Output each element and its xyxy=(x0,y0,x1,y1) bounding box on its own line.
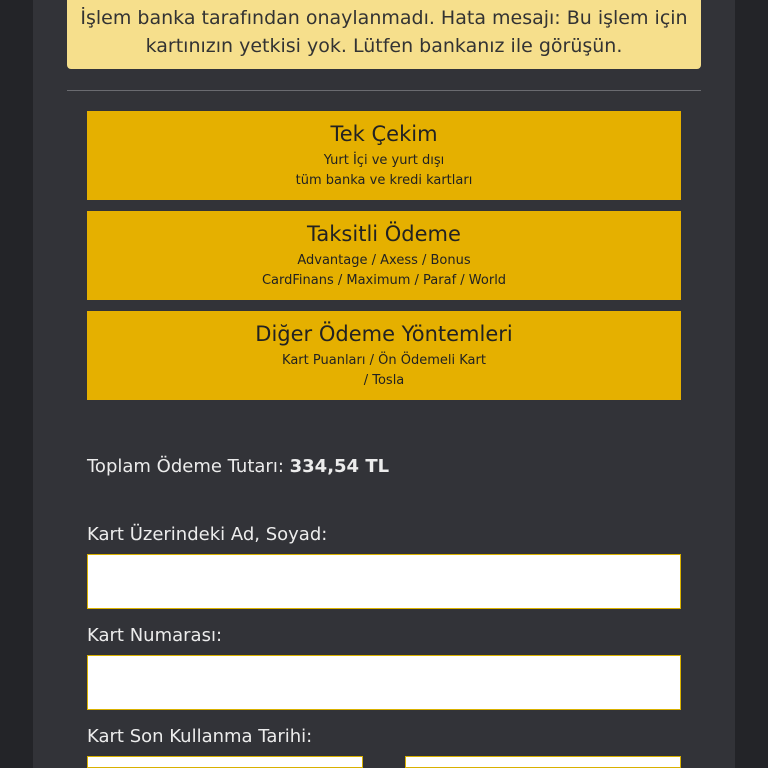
payment-method-title: Tek Çekim xyxy=(330,122,438,146)
total-amount xyxy=(87,455,389,479)
error-alert-line-1: İşlem banka tarafından onaylanmadı. Hata mesajı: Bu işlem için xyxy=(80,7,688,29)
payment-method-other[interactable] xyxy=(87,311,681,400)
cardholder-name-label: Kart Üzerindeki Ad, Soyad: xyxy=(87,524,328,545)
error-alert-line-2: kartınızın yetkisi yok. Lütfen bankanız ile görüşün. xyxy=(145,35,623,57)
payment-method-desc-line-1: Yurt İçi ve yurt dışı xyxy=(323,153,445,168)
total-amount-label: Toplam Ödeme Tutarı: xyxy=(87,456,284,477)
card-expiry-label: Kart Son Kullanma Tarihi: xyxy=(87,726,313,747)
total-amount-value: 334,54 TL xyxy=(289,456,390,477)
divider xyxy=(67,90,701,91)
payment-method-title: Diğer Ödeme Yöntemleri xyxy=(255,322,513,346)
payment-method-installment[interactable] xyxy=(87,211,681,300)
payment-method-desc-line-1: Kart Puanları / Ön Ödemeli Kart xyxy=(282,353,486,368)
payment-method-desc-line-1: Advantage / Axess / Bonus xyxy=(297,253,471,268)
payment-method-desc-line-2: CardFinans / Maximum / Paraf / World xyxy=(261,273,507,288)
expiry-month-input[interactable] xyxy=(87,756,363,768)
payment-method-single[interactable] xyxy=(87,111,681,200)
cardholder-name-input[interactable] xyxy=(87,554,681,609)
error-alert xyxy=(67,0,701,69)
card-number-input[interactable] xyxy=(87,655,681,710)
payment-method-desc-line-2: tüm banka ve kredi kartları xyxy=(295,173,473,188)
payment-method-title: Taksitli Ödeme xyxy=(307,222,461,246)
card-number-label: Kart Numarası: xyxy=(87,625,223,646)
expiry-year-input[interactable] xyxy=(405,756,681,768)
payment-method-desc-line-2: / Tosla xyxy=(363,373,405,388)
